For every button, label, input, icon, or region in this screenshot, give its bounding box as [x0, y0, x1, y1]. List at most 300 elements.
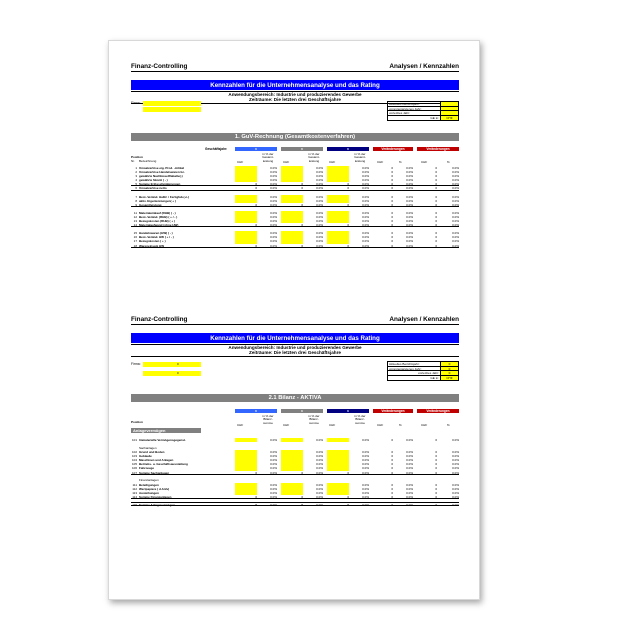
- row-number: 111: [132, 482, 137, 487]
- change-chf-1: 0: [391, 223, 393, 228]
- pct-cell: 0.0%: [362, 194, 369, 199]
- change-pct-2: 0.0%: [452, 458, 459, 463]
- info-value-year[interactable]: [440, 102, 458, 106]
- pct-cell: 0.0%: [270, 178, 277, 183]
- subsection-anlagevermoegen: Anlagevermögen: [131, 428, 201, 433]
- change-pct-1: 0.0%: [406, 490, 413, 495]
- value-cell: 0: [255, 243, 257, 248]
- header-right: Analysen / Kennzahlen: [389, 63, 459, 70]
- change-pct-1: 0.0%: [406, 243, 413, 248]
- change-pct-1: 0.0%: [406, 170, 413, 175]
- pct-cell: 0.0%: [316, 174, 323, 179]
- bilanz-col-position: Position: [131, 420, 143, 424]
- row-label: Materialaufwand (ohne HW): [139, 223, 179, 228]
- row-label: Summe Finanzanlagen: [139, 494, 172, 499]
- change-chf-2: 0: [435, 174, 437, 179]
- change-pct-1: 0.0%: [406, 214, 413, 219]
- bilanz-changes-header-2: Veränderungen: [417, 409, 459, 413]
- document-sheet: [108, 40, 480, 600]
- pct-cell: 0.0%: [362, 486, 369, 491]
- pct-cell: 0.0%: [362, 470, 369, 475]
- pct-cell: 0.0%: [270, 239, 277, 244]
- change-pct-2: 0.0%: [452, 210, 459, 215]
- row-label: Summe Sachanlagen: [139, 470, 170, 475]
- info2-value-currency[interactable]: CHF: [440, 376, 458, 381]
- pct-cell: 0.0%: [316, 202, 323, 207]
- row-number: 12: [133, 214, 137, 219]
- fiscal-year-label: Geschäftsjahr:: [205, 147, 228, 151]
- pct-cell: 0.0%: [362, 166, 369, 170]
- row-number: 9: [135, 202, 137, 207]
- change-chf-2: 0: [435, 214, 437, 219]
- row-label: Fahrzeuge: [139, 466, 155, 471]
- change-chf-2: 0: [435, 210, 437, 215]
- pct-cell: 0.0%: [316, 178, 323, 183]
- change-pct-2: 0.0%: [452, 486, 459, 491]
- row-label: Umsatzerlöse Handelswaren bz.: [139, 170, 185, 175]
- row-label: Gesamtleistung: [139, 202, 162, 207]
- header2-left: Finanz-Controlling: [131, 316, 188, 323]
- change-pct-1: 0.0%: [406, 198, 413, 203]
- change-chf-2: 0: [435, 202, 437, 207]
- change-chf-1: 0: [391, 486, 393, 491]
- col-chf-4: CHF: [377, 160, 384, 164]
- pct-cell: 0.0%: [316, 243, 323, 248]
- row-number: 112: [132, 486, 137, 491]
- pct-cell: 0.0%: [270, 482, 277, 487]
- row-label: Bezugskosten ( + ): [139, 239, 166, 244]
- change-pct-1: 0.0%: [406, 223, 413, 228]
- info-box: [387, 101, 459, 121]
- change-chf-2: 0: [435, 166, 437, 170]
- col-bezeichnung: Bezeichnung: [139, 159, 157, 163]
- pct-cell: 0.0%: [316, 210, 323, 215]
- row-label: Wertpapiere ( d.Anlv): [139, 486, 170, 491]
- change-chf-2: 0: [435, 482, 437, 487]
- pct-cell: 0.0%: [270, 235, 277, 240]
- change-chf-2: 0: [435, 462, 437, 467]
- row-number: 16: [133, 235, 137, 240]
- change-pct-2: 0.0%: [452, 182, 459, 187]
- change-chf-1: 0: [391, 438, 393, 442]
- bilanz-year-header-3: 0: [327, 409, 369, 413]
- change-chf-1: 0: [391, 198, 393, 203]
- pct-cell: 0.0%: [316, 454, 323, 459]
- table-row: [131, 244, 459, 248]
- row-number: 103: [131, 454, 137, 459]
- pct-cell: 0.0%: [316, 219, 323, 224]
- change-chf-2: 0: [435, 170, 437, 175]
- change-chf-2: 0: [435, 438, 437, 442]
- change-pct-1: 0.0%: [406, 470, 413, 475]
- row-label: Best.-Veränd. (RHB) ( + / - ): [139, 214, 178, 219]
- change-pct-2: 0.0%: [452, 503, 459, 508]
- pct-cell: 0.0%: [362, 210, 369, 215]
- changes-header-1: Veränderungen: [373, 147, 413, 151]
- firma2-label: Firma:: [131, 362, 141, 366]
- change-pct-2: 0.0%: [452, 462, 459, 467]
- change-pct-1: 0.0%: [406, 219, 413, 224]
- pct-cell: 0.0%: [316, 223, 323, 228]
- row-label: Ausleihungen: [139, 490, 159, 495]
- change-chf-1: 0: [391, 174, 393, 179]
- col-chf-1: CHF: [237, 160, 244, 164]
- pct-cell: 0.0%: [362, 186, 369, 191]
- changes-header-2: Veränderungen: [417, 147, 459, 151]
- change-chf-1: 0: [391, 458, 393, 463]
- pct-cell: 0.0%: [362, 182, 369, 187]
- change-pct-2: 0.0%: [452, 490, 459, 495]
- row-number: 3: [135, 174, 137, 179]
- change-chf-2: 0: [435, 178, 437, 183]
- pct-cell: 0.0%: [270, 231, 277, 236]
- row-label: Wareneinsatz HW: [139, 243, 165, 248]
- row-number: 13: [133, 219, 137, 224]
- row-number: 14: [133, 223, 137, 228]
- value-cell: 0: [347, 186, 349, 191]
- pct-cell: 0.0%: [270, 210, 277, 215]
- info2-label-prev: vorangegangenes Jahr:: [389, 366, 422, 371]
- pct-cell: 0.0%: [270, 198, 277, 203]
- table-row: [131, 502, 459, 506]
- change-pct-1: 0.0%: [406, 486, 413, 491]
- change-pct-2: 0.0%: [452, 186, 459, 191]
- pct-cell: 0.0%: [362, 243, 369, 248]
- pct-cell: 0.0%: [316, 450, 323, 455]
- guv-rows: [131, 166, 459, 248]
- row-label: Immaterielle Vermögensgegenst.: [139, 438, 186, 442]
- change-pct-2: 0.0%: [452, 202, 459, 207]
- change-chf-2: 0: [435, 450, 437, 455]
- pct-cell: 0.0%: [362, 466, 369, 471]
- bilanz-year-header-2: 0: [281, 409, 323, 413]
- pct-cell: 0.0%: [362, 235, 369, 240]
- pct-cell: 0.0%: [270, 458, 277, 463]
- change-chf-2: 0: [435, 182, 437, 187]
- bilanz-col-pct-4: %: [399, 423, 402, 427]
- change-pct-2: 0.0%: [452, 438, 459, 442]
- page-guv: [131, 63, 459, 248]
- change-chf-2: 0: [435, 503, 437, 508]
- pct-cell: 0.0%: [316, 490, 323, 495]
- pct-cell: 0.0%: [270, 490, 277, 495]
- value-cell: 0: [347, 503, 349, 508]
- change-pct-1: 0.0%: [406, 202, 413, 207]
- page2-subtitle-scope: Anwendungsbereich: Industrie und produzierendes Gewerbe: [131, 344, 459, 350]
- col-position: Position: [131, 155, 143, 159]
- row-number: 4: [135, 178, 137, 183]
- value-cell: 0: [255, 186, 257, 191]
- value-cell: 0: [301, 503, 303, 508]
- bilanz-col-chf-4: CHF: [377, 423, 384, 427]
- col-pct-label-2: in % der Gesamt-leistung: [308, 152, 320, 163]
- info-value-currency[interactable]: CHF: [440, 116, 458, 121]
- row-label: Materialeinkauf (RHB) ( - ): [139, 210, 176, 215]
- change-pct-1: 0.0%: [406, 182, 413, 187]
- row-number: 114: [132, 494, 137, 499]
- change-pct-2: 0.0%: [452, 235, 459, 240]
- change-chf-2: 0: [435, 486, 437, 491]
- info-label-prev2: vorletztes Jahr:: [389, 111, 410, 116]
- change-pct-1: 0.0%: [406, 235, 413, 240]
- row-number: 5: [135, 182, 137, 187]
- bilanz-col-pct-5: %: [447, 423, 450, 427]
- change-pct-2: 0.0%: [452, 470, 459, 475]
- change-chf-1: 0: [391, 178, 393, 183]
- pct-cell: 0.0%: [270, 219, 277, 224]
- year-header-1: 0: [235, 147, 277, 151]
- row-number: 104: [131, 458, 137, 463]
- row-spacer: [131, 475, 459, 483]
- pct-cell: 0.0%: [316, 214, 323, 219]
- row-spacer: [131, 442, 459, 450]
- pct-cell: 0.0%: [362, 458, 369, 463]
- value-cell: 0: [301, 223, 303, 228]
- change-pct-1: 0.0%: [406, 503, 413, 508]
- change-pct-1: 0.0%: [406, 482, 413, 487]
- pct-cell: 0.0%: [270, 202, 277, 207]
- info2-value-year[interactable]: 0: [440, 362, 458, 366]
- value-cell: 0: [347, 182, 349, 187]
- change-chf-1: 0: [391, 194, 393, 199]
- pct-cell: 0.0%: [316, 503, 323, 508]
- change-chf-1: 0: [391, 166, 393, 170]
- bilanz-col-pct-label-2: in % der Bilanz-summe: [308, 414, 320, 425]
- change-chf-1: 0: [391, 235, 393, 240]
- bilanz-rows: [131, 434, 459, 506]
- pct-cell: 0.0%: [270, 174, 277, 179]
- page2-subtitle-period: Zeiträume: Die letzten drei Geschäftsjahre: [131, 350, 459, 356]
- change-chf-1: 0: [391, 503, 393, 508]
- row-number: 15: [133, 231, 137, 236]
- pct-cell: 0.0%: [362, 450, 369, 455]
- change-chf-2: 0: [435, 466, 437, 471]
- pct-cell: 0.0%: [270, 503, 277, 508]
- change-pct-1: 0.0%: [406, 166, 413, 170]
- pct-cell: 0.0%: [362, 231, 369, 236]
- bilanz-col-chf-2: CHF: [283, 423, 290, 427]
- firma2-field[interactable]: [131, 362, 179, 375]
- row-label: Beteiligungen: [139, 482, 159, 487]
- pct-cell: 0.0%: [362, 462, 369, 467]
- pct-cell: 0.0%: [316, 166, 323, 170]
- info-label-year: Aktuelles Berichtsjahr:: [389, 102, 420, 106]
- firma2-input-1[interactable]: 0: [143, 362, 201, 367]
- change-pct-2: 0.0%: [452, 214, 459, 219]
- row-label: gewährte Skonti ( - ): [139, 178, 168, 183]
- row-label: aktiv. Eigenleistungen( + ): [139, 198, 176, 203]
- row-number: 115: [132, 503, 137, 508]
- change-pct-2: 0.0%: [452, 166, 459, 170]
- row-label: Maschinen und Anlagen: [139, 458, 174, 463]
- pct-cell: 0.0%: [316, 182, 323, 187]
- firma-input-1[interactable]: [143, 101, 201, 106]
- value-cell: 0: [255, 223, 257, 228]
- change-chf-1: 0: [391, 466, 393, 471]
- row-number: 2: [135, 170, 137, 175]
- row-label: gewährte Nachlässe/Rabatte(-): [139, 174, 183, 179]
- pct-cell: 0.0%: [270, 182, 277, 187]
- firma2-input-2[interactable]: 0: [143, 371, 201, 376]
- info2-value-prev2[interactable]: 0: [440, 371, 458, 375]
- row-number: 18: [133, 243, 137, 248]
- firma-field[interactable]: [131, 101, 141, 105]
- value-cell: 0: [301, 243, 303, 248]
- row-label: Best.-Veränd. Halbf. / Fertigfab.(+/-): [139, 194, 190, 199]
- pct-cell: 0.0%: [270, 243, 277, 248]
- info-label-prev: vorangegangenes Jahr:: [389, 106, 422, 111]
- value-cell: 0: [301, 494, 303, 499]
- info2-label-prev2: vorletztes Jahr:: [418, 371, 439, 376]
- row-label: Grund und Boden: [139, 450, 165, 455]
- pct-cell: 0.0%: [316, 494, 323, 499]
- bilanz-col-chf-1: CHF: [237, 423, 244, 427]
- pct-cell: 0.0%: [316, 186, 323, 191]
- bilanz-table: [131, 409, 459, 506]
- pct-cell: 0.0%: [270, 466, 277, 471]
- firma-label: Firma:: [131, 101, 141, 105]
- pct-cell: 0.0%: [270, 214, 277, 219]
- col-pct-label-1: in % der Gesamt-leistung: [262, 152, 274, 163]
- change-pct-1: 0.0%: [406, 231, 413, 236]
- change-chf-2: 0: [435, 458, 437, 463]
- change-chf-2: 0: [435, 219, 437, 224]
- change-pct-2: 0.0%: [452, 219, 459, 224]
- change-pct-2: 0.0%: [452, 243, 459, 248]
- value-cell: 0: [347, 470, 349, 475]
- change-chf-1: 0: [391, 494, 393, 499]
- row-number: 1: [135, 166, 137, 170]
- info-value-prev[interactable]: [440, 107, 458, 111]
- page2-title: Kennzahlen für die Unternehmensanalyse und das Rating: [131, 333, 459, 343]
- pct-cell: 0.0%: [316, 194, 323, 199]
- change-pct-2: 0.0%: [452, 231, 459, 236]
- value-cell: 0: [255, 182, 257, 187]
- pct-cell: 0.0%: [270, 194, 277, 199]
- header-left: Finanz-Controlling: [131, 63, 188, 70]
- change-chf-1: 0: [391, 182, 393, 187]
- change-chf-1: 0: [391, 231, 393, 236]
- change-chf-1: 0: [391, 170, 393, 175]
- row-number: 101: [131, 438, 137, 442]
- pct-cell: 0.0%: [270, 450, 277, 455]
- change-pct-2: 0.0%: [452, 482, 459, 487]
- pct-cell: 0.0%: [362, 198, 369, 203]
- pct-cell: 0.0%: [362, 214, 369, 219]
- row-number: 6: [135, 186, 137, 191]
- pct-cell: 0.0%: [362, 503, 369, 508]
- pct-cell: 0.0%: [270, 486, 277, 491]
- subtitle-scope: Anwendungsbereich: Industrie und produzierendes Gewerbe: [131, 91, 459, 97]
- info-label-currency: GE in:: [430, 115, 439, 120]
- row-number: 7: [135, 194, 137, 199]
- change-pct-2: 0.0%: [452, 178, 459, 183]
- bilanz-col-chf-5: CHF: [421, 423, 428, 427]
- pct-cell: 0.0%: [270, 170, 277, 175]
- pct-cell: 0.0%: [316, 458, 323, 463]
- change-chf-2: 0: [435, 223, 437, 228]
- change-chf-2: 0: [435, 243, 437, 248]
- col-nr: Nr.: [131, 159, 135, 163]
- change-pct-1: 0.0%: [406, 438, 413, 442]
- pct-cell: 0.0%: [316, 466, 323, 471]
- value-cell: 0: [255, 503, 257, 508]
- pct-cell: 0.0%: [316, 231, 323, 236]
- pct-cell: 0.0%: [362, 494, 369, 499]
- row-label: Handelswaren (HW) ( - ): [139, 231, 173, 236]
- col-chf-2: CHF: [283, 160, 290, 164]
- change-pct-2: 0.0%: [452, 170, 459, 175]
- col-chf-5: CHF: [421, 160, 428, 164]
- group-label: Finanzanlagen: [139, 478, 159, 483]
- firma-input-2[interactable]: [143, 107, 201, 112]
- col-pct-5: %: [447, 160, 450, 164]
- info2-value-prev[interactable]: 0: [440, 367, 458, 371]
- change-pct-1: 0.0%: [406, 450, 413, 455]
- value-cell: 0: [347, 202, 349, 207]
- change-pct-2: 0.0%: [452, 239, 459, 244]
- row-label: Umsatzerlöse eig. Prod. -Artikel: [139, 166, 185, 170]
- info2-label-currency: GE in:: [430, 375, 439, 380]
- change-pct-2: 0.0%: [452, 174, 459, 179]
- row-number: 105: [131, 462, 137, 467]
- pct-cell: 0.0%: [270, 494, 277, 499]
- bilanz-year-header-1: 0: [235, 409, 277, 413]
- change-chf-2: 0: [435, 239, 437, 244]
- row-number: 8: [135, 198, 137, 203]
- row-number: 17: [133, 239, 137, 244]
- change-pct-1: 0.0%: [406, 174, 413, 179]
- change-pct-1: 0.0%: [406, 239, 413, 244]
- row-label: Gebäude: [139, 454, 152, 459]
- change-pct-2: 0.0%: [452, 198, 459, 203]
- pct-cell: 0.0%: [316, 470, 323, 475]
- section-guv: 1. GuV-Rechnung (Gesamtkostenverfahren): [131, 133, 459, 141]
- row-label: Betriebs- u. Geschäftsausstattung: [139, 462, 188, 467]
- pct-cell: 0.0%: [270, 454, 277, 459]
- change-pct-1: 0.0%: [406, 454, 413, 459]
- row-label: Summe Anlagevermögen: [139, 503, 175, 508]
- pct-cell: 0.0%: [362, 170, 369, 175]
- change-chf-1: 0: [391, 462, 393, 467]
- pct-cell: 0.0%: [316, 170, 323, 175]
- col-pct-4: %: [399, 160, 402, 164]
- change-pct-1: 0.0%: [406, 458, 413, 463]
- info-value-prev2[interactable]: [440, 111, 458, 115]
- change-pct-1: 0.0%: [406, 466, 413, 471]
- change-chf-2: 0: [435, 235, 437, 240]
- col-chf-3: CHF: [329, 160, 336, 164]
- pct-cell: 0.0%: [362, 454, 369, 459]
- pct-cell: 0.0%: [362, 219, 369, 224]
- change-chf-2: 0: [435, 186, 437, 191]
- pct-cell: 0.0%: [362, 482, 369, 487]
- info2-label-year: Aktuelles Berichtsjahr:: [389, 362, 420, 366]
- change-chf-2: 0: [435, 470, 437, 475]
- pct-cell: 0.0%: [362, 223, 369, 228]
- change-pct-1: 0.0%: [406, 210, 413, 215]
- pct-cell: 0.0%: [362, 490, 369, 495]
- change-pct-2: 0.0%: [452, 194, 459, 199]
- value-cell: 0: [301, 186, 303, 191]
- pct-cell: 0.0%: [362, 202, 369, 207]
- pct-cell: 0.0%: [316, 198, 323, 203]
- subtitle-period: Zeiträume: Die letzten drei Geschäftsjahre: [131, 97, 459, 103]
- bilanz-changes-header-1: Veränderungen: [373, 409, 413, 413]
- change-chf-1: 0: [391, 210, 393, 215]
- change-pct-2: 0.0%: [452, 454, 459, 459]
- row-label: Summe Erlösschmälerungen: [139, 182, 181, 187]
